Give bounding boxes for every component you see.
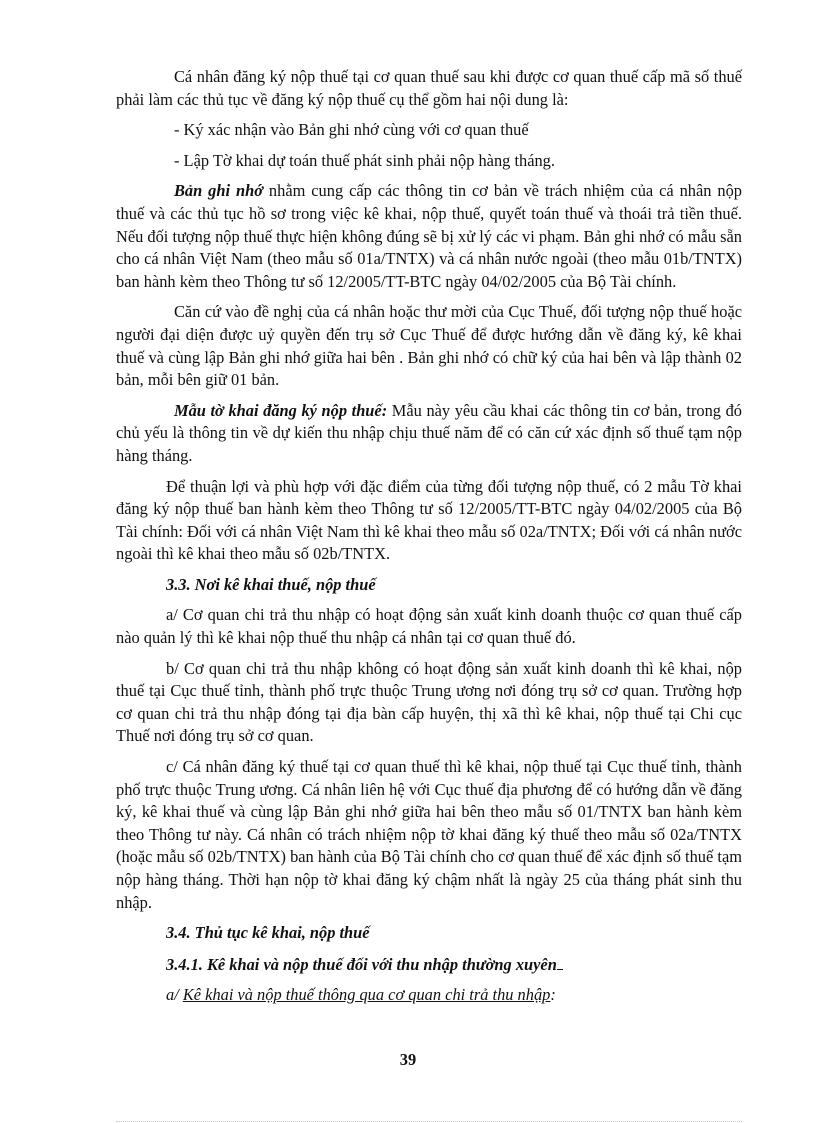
- page-body: [116, 66, 742, 1007]
- paragraph-text: nhằm cung cấp các thông tin cơ bản về trách nhiệm của cá nhân nộp thuế và các thủ tục hồ sơ trong việc kê khai, nộp thuế, quyết toán thuế và thoái trả tiền thuế. Nếu đối tượng nộp thuế thực hiện không đúng sẽ bị xử lý các vi phạm. Bản ghi nhớ có mẫu sẵn cho cá nhân Việt Nam (theo mẫu số 01a/TNTX) và cá nhân nước ngoài (theo mẫu 01b/TNTX) ban hành kèm theo Thông tư số 12/2005/TT-BTC ngày 04/02/2005 của Bộ Tài chính.: [116, 181, 742, 291]
- subsection-a: [116, 984, 742, 1007]
- paragraph-item-c: c/ Cá nhân đăng ký thuế tại cơ quan thuế thì kê khai, nộp thuế tại Cục thuế tỉnh, thành phố trực thuộc Trung ương. Cá nhân liên hệ với Cục thuế địa phương để có hướng dẫn về đăng ký, kê khai thuế và cùng lập Bản ghi nhớ giữa hai bên theo mẫu số 01/TNTX ban hành kèm theo Thông tư này. Cá nhân có trách nhiệm nộp tờ khai đăng ký thuế theo mẫu số 02a/TNTX (hoặc mẫu số 02b/TNTX) ban hành của Bộ Tài chính cho cơ quan thuế để xác định số thuế tạm nộp hàng tháng. Thời hạn nộp tờ khai đăng ký chậm nhất là ngày 25 của tháng phát sinh thu nhập.: [116, 757, 742, 912]
- list-item: - Ký xác nhận vào Bản ghi nhớ cùng với cơ quan thuế: [174, 120, 529, 140]
- term-ban-ghi-nho: Bản ghi nhớ: [174, 181, 263, 201]
- paragraph-item-a: a/ Cơ quan chi trả thu nhập có hoạt động sản xuất kinh doanh thuộc cơ quan thuế cấp nào quản lý thì kê khai nộp thuế thu nhập cá nhân tại cơ quan thuế đó.: [116, 605, 742, 648]
- paragraph-ban-ghi-nho: [116, 180, 742, 293]
- paragraph-can-cu: Căn cứ vào đề nghị của cá nhân hoặc thư mời của Cục Thuế, đối tượng nộp thuế hoặc người đại diện được uỷ quyền đến trụ sở Cục Thuế để được hướng dẫn về đăng ký, kê khai thuế và cùng lập Bản ghi nhớ giữa hai bên . Bản ghi nhớ có chữ ký của hai bên và lập thành 02 bản, mỗi bên giữ 01 bản.: [116, 302, 742, 390]
- section-heading-3-3: 3.3. Nơi kê khai thuế, nộp thuế: [166, 574, 376, 594]
- paragraph-text: Mẫu này yêu cầu khai các thông tin cơ bản, trong đó chủ yếu là thông tin về dự kiến thu nhập chịu thuế năm để có căn cứ xác định số thuế tạm nộp hàng tháng.: [116, 400, 743, 465]
- section-heading-3-4: 3.4. Thủ tục kê khai, nộp thuế: [166, 923, 370, 943]
- paragraph-mau-to-khai: [116, 400, 742, 468]
- list-item: - Lập Tờ khai dự toán thuế phát sinh phải nộp hàng tháng.: [174, 150, 555, 170]
- paragraph-item-b: b/ Cơ quan chi trả thu nhập không có hoạt động sản xuất kinh doanh thì kê khai, nộp thuế tại Cục thuế tỉnh, thành phố trực thuộc Trung ương nơi đóng trụ sở cơ quan. Trường hợp cơ quan chi trả thu nhập đóng tại địa bàn cấp huyện, thị xã thì kê khai, nộp thuế tại Chi cục Thuế nơi đóng trụ sở cơ quan.: [116, 658, 742, 746]
- term-mau-to-khai: Mẫu tờ khai đăng ký nộp thuế:: [174, 400, 388, 420]
- paragraph-thuan-loi: Để thuận lợi và phù hợp với đặc điểm của từng đối tượng nộp thuế, có 2 mẫu Tờ khai đăng ký nộp thuế ban hành kèm theo Thông tư số 12/2005/TT-BTC ngày 04/02/2005 của Bộ Tài chính: Đối với cá nhân Việt Nam thì kê khai theo mẫu số 02a/TNTX; Đối với cá nhân nước ngoài thì kê khai theo mẫu số 02b/TNTX.: [116, 476, 742, 564]
- subsection-prefix: a/: [166, 985, 183, 1005]
- subsection-title: Kê khai và nộp thuế thông qua cơ quan chi trả thu nhập: [182, 985, 551, 1005]
- paragraph-intro: Cá nhân đăng ký nộp thuế tại cơ quan thuế sau khi được cơ quan thuế cấp mã số thuế phải làm các thủ tục về đăng ký nộp thuế cụ thể gồm hai nội dung là:: [116, 67, 742, 109]
- heading-text: 3.4.1. Kê khai và nộp thuế đối với thu nhập thường xuyên: [166, 954, 557, 974]
- page-bottom-border: [116, 1121, 742, 1122]
- subsection-suffix: :: [550, 985, 556, 1005]
- section-heading-3-4-1: [116, 953, 742, 977]
- underline-mark: [557, 953, 563, 970]
- page-number: 39: [399, 1050, 417, 1069]
